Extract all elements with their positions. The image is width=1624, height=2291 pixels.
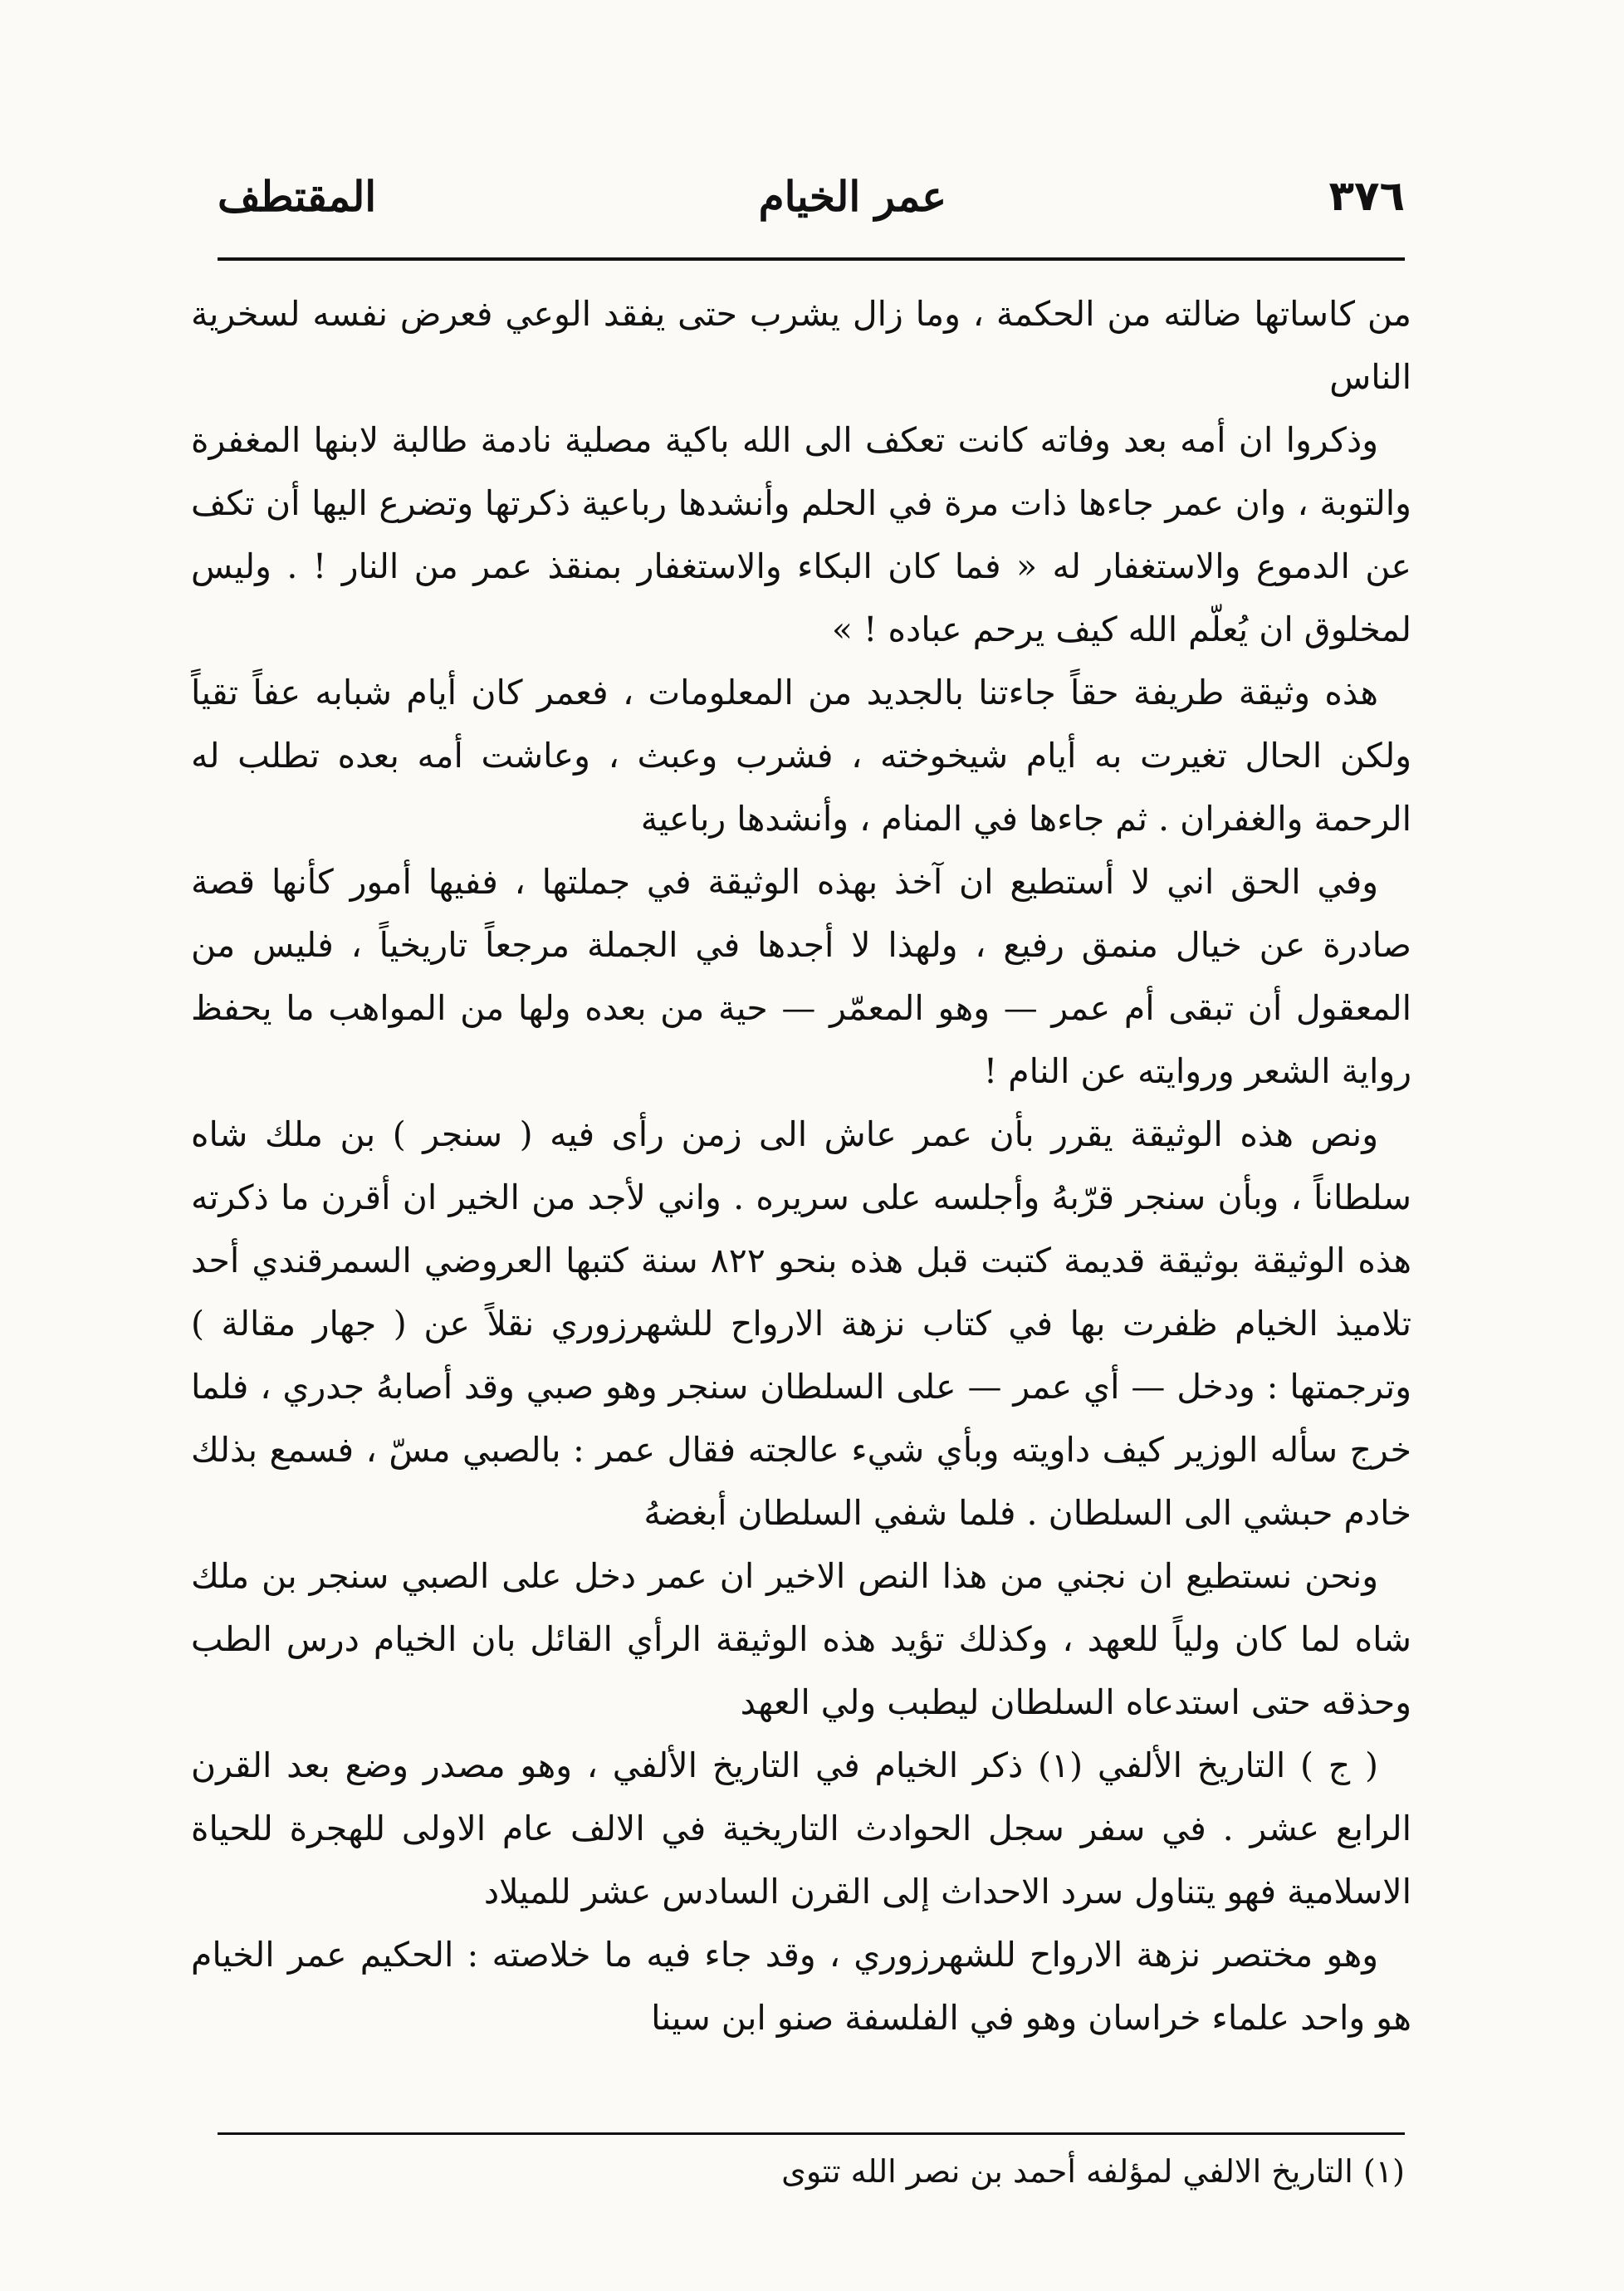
footnote: (١) التاريخ الالفي لمؤلفه أحمد بن نصر الله تتوى	[781, 2153, 1405, 2190]
paragraph: ونحن نستطيع ان نجني من هذا النص الاخير ان عمر دخل على الصبي سنجر بن ملك شاه لما كان ولياً للعهد ، وكذلك تؤيد هذه الوثيقة الرأي القائل بان الخيام درس الطب وحذقه حتى استدعاه السلطان ليطبب ولي العهد	[191, 1556, 1411, 1722]
article-title: عمر الخيام	[758, 171, 947, 221]
running-header	[218, 163, 1405, 229]
paragraph: وفي الحق اني لا أستطيع ان آخذ بهذه الوثيقة في جملتها ، ففيها أمور كأنها قصة صادرة عن خيال منمق رفيع ، ولهذا لا أجدها في الجملة مرجعاً تاريخياً ، فليس من المعقول أن تبقى أم عمر — وهو المعمّر — حية من بعده ولها من المواهب ما يحفظ رواية الشعر وروايته عن النام !	[191, 862, 1411, 1091]
footnote-rule	[218, 2132, 1405, 2135]
paragraph: ونص هذه الوثيقة يقرر بأن عمر عاش الى زمن رأى فيه ( سنجر ) بن ملك شاه سلطاناً ، وبأن سنجر قرّبهُ وأجلسه على سريره . واني لأجد من الخير ان أقرن ما ذكرته هذه الوثيقة بوثيقة قديمة كتبت قبل هذه بنحو ٨٢٢ سنة كتبها العروضي السمرقندي أحد تلاميذ الخيام ظفرت بها في كتاب نزهة الارواح للشهرزوري نقلاً عن ( جهار مقالة ) وترجمتها : ودخل — أي عمر — على السلطان سنجر وهو صبي وقد أصابهُ جدري ، فلما خرج سأله الوزير كيف داويته وبأي شيء عالجته فقال عمر : بالصبي مسّ ، فسمع بذلك خادم حبشي الى السلطان . فلما شفي السلطان أبغضهُ	[191, 1114, 1411, 1533]
paragraph: من كاساتها ضالته من الحكمة ، وما زال يشرب حتى يفقد الوعي فعرض نفسه لسخرية الناس	[191, 294, 1411, 397]
header-rule	[218, 257, 1405, 261]
journal-name: المقتطف	[218, 171, 377, 221]
paragraph: هذه وثيقة طريفة حقاً جاءتنا بالجديد من المعلومات ، فعمر كان أيام شبابه عفاً تقياً ولكن الحال تغيرت به أيام شيخوخته ، فشرب وعبث ، وعاشت أمه بعده تطلب له الرحمة والغفران . ثم جاءها في المنام ، وأنشدها رباعية	[191, 673, 1412, 839]
paragraph: وذكروا ان أمه بعد وفاته كانت تعكف الى الله باكية مصلية نادمة طالبة لابنها المغفرة والتوبة ، وان عمر جاءها ذات مرة في الحلم وأنشدها رباعية ذكرتها وتضرع اليها أن تكف عن الدموع والاستغفار له « فما كان البكاء والاستغفار بمنقذ عمر من النار ! . وليس لمخلوق ان يُعلّم الله كيف يرحم عباده ! »	[191, 420, 1411, 649]
page-number: ٣٧٦	[1328, 172, 1405, 220]
paragraph: وهو مختصر نزهة الارواح للشهرزوري ، وقد جاء فيه ما خلاصته : الحكيم عمر الخيام هو واحد علماء خراسان وهو في الفلسفة صنو ابن سينا	[191, 1935, 1411, 2038]
paragraph: ( ج ) التاريخ الألفي (١) ذكر الخيام في التاريخ الألفي ، وهو مصدر وضع بعد القرن الرابع عشر . في سفر سجل الحوادث التاريخية في الالف عام الاولى للهجرة للحياة الاسلامية فهو يتناول سرد الاحداث إلى القرن السادس عشر للميلاد	[191, 1745, 1411, 1912]
body-text	[191, 282, 1411, 2049]
